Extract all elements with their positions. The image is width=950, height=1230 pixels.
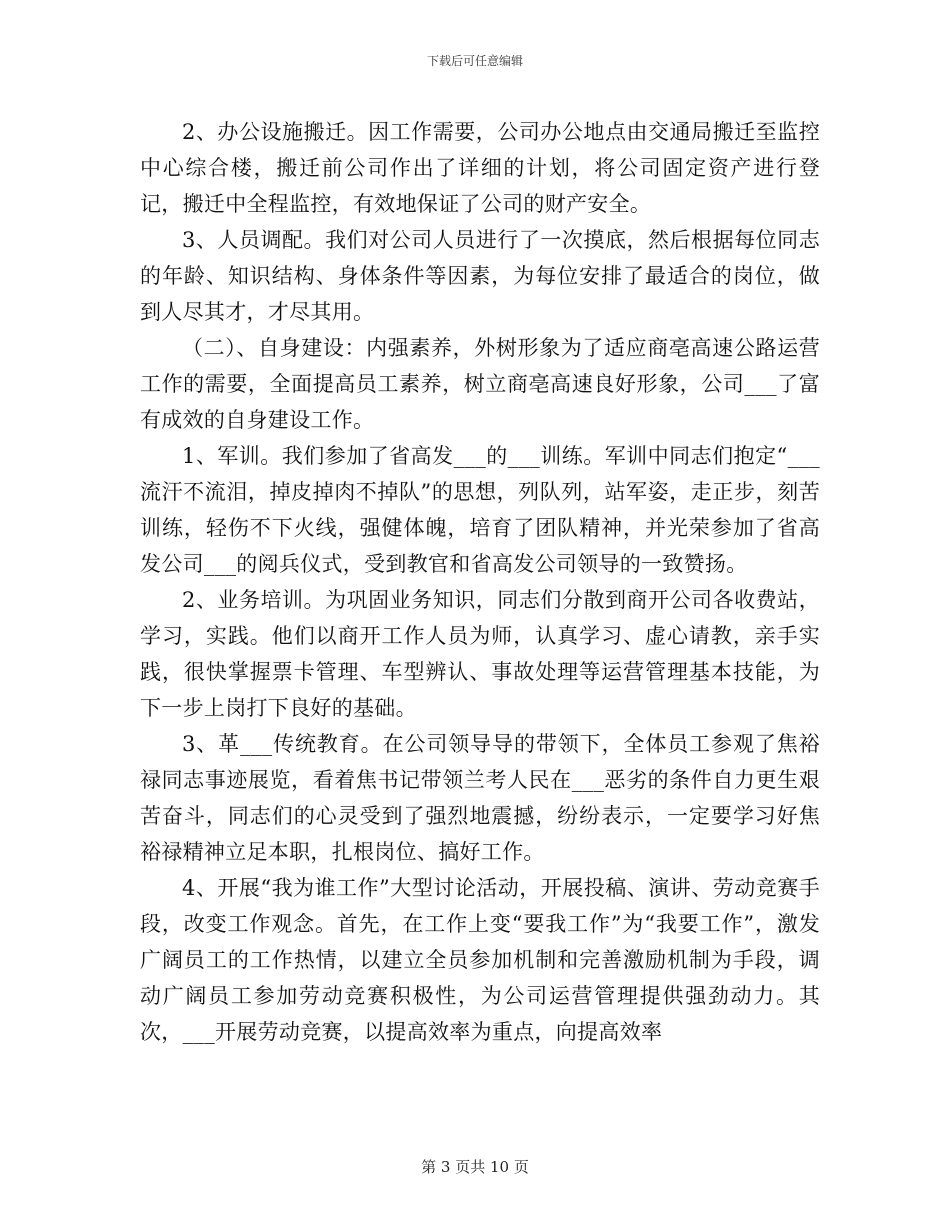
paragraph-military-training: 1、军训。我们参加了省高发___的___训练。军训中同志们抱定“___流汗不流泪，掉皮掉肉不掉队”的思想，列队列，站军姿，走正步，刻苦训练，轻伤不下火线，强健体魄，培育了团队精神，并光荣参加了省高发公司___的阅兵仪式，受到教官和省高发公司领导的一致赞扬。 — [140, 444, 820, 576]
paragraph-self-construction: （二）、自身建设：内强素养，外树形象为了适应商亳高速公路运营工作的需要，全面提高员工素养，树立商亳高速良好形象，公司___了富有成效的自身建设工作。 — [140, 336, 820, 432]
document-body — [140, 114, 820, 1050]
page-header: 下载后可任意编辑 — [426, 54, 523, 68]
paragraph-traditional-education: 3、革___传统教育。在公司领导导的带领下，全体员工参观了焦裕禄同志事迹展览，看着焦书记带领兰考人民在___恶劣的条件自力更生艰苦奋斗，同志们的心灵受到了强烈地震撼，纷纷表示，一定要学习好焦裕禄精神立足本职，扎根岗位、搞好工作。 — [140, 732, 820, 864]
paragraph-staff-allocation: 3、人员调配。我们对公司人员进行了一次摸底，然后根据每位同志的年龄、知识结构、身体条件等因素，为每位安排了最适合的岗位，做到人尽其才，才尽其用。 — [140, 228, 820, 324]
paragraph-business-training: 2、业务培训。为巩固业务知识，同志们分散到商开公司各收费站，学习，实践。他们以商开工作人员为师，认真学习、虚心请教，亲手实践，很快掌握票卡管理、车型辨认、事故处理等运营管理基本技能，为下一步上岗打下良好的基础。 — [140, 588, 820, 720]
paragraph-office-relocation: 2、办公设施搬迁。因工作需要，公司办公地点由交通局搬迁至监控中心综合楼，搬迁前公司作出了详细的计划，将公司固定资产进行登记，搬迁中全程监控，有效地保证了公司的财产安全。 — [140, 120, 820, 216]
paragraph-discussion-activity: 4、开展“我为谁工作”大型讨论活动，开展投稿、演讲、劳动竞赛手段，改变工作观念。首先，在工作上变“要我工作”为“我要工作”，激发广阔员工的工作热情，以建立全员参加机制和完善激励机制为手段，调动广阔员工参加劳动竞赛积极性，为公司运营管理提供强劲动力。其次，___开展劳动竞赛，以提高效率为重点，向提高效率 — [140, 876, 820, 1044]
page-footer: 第 3 页共 10 页 — [421, 1158, 529, 1176]
